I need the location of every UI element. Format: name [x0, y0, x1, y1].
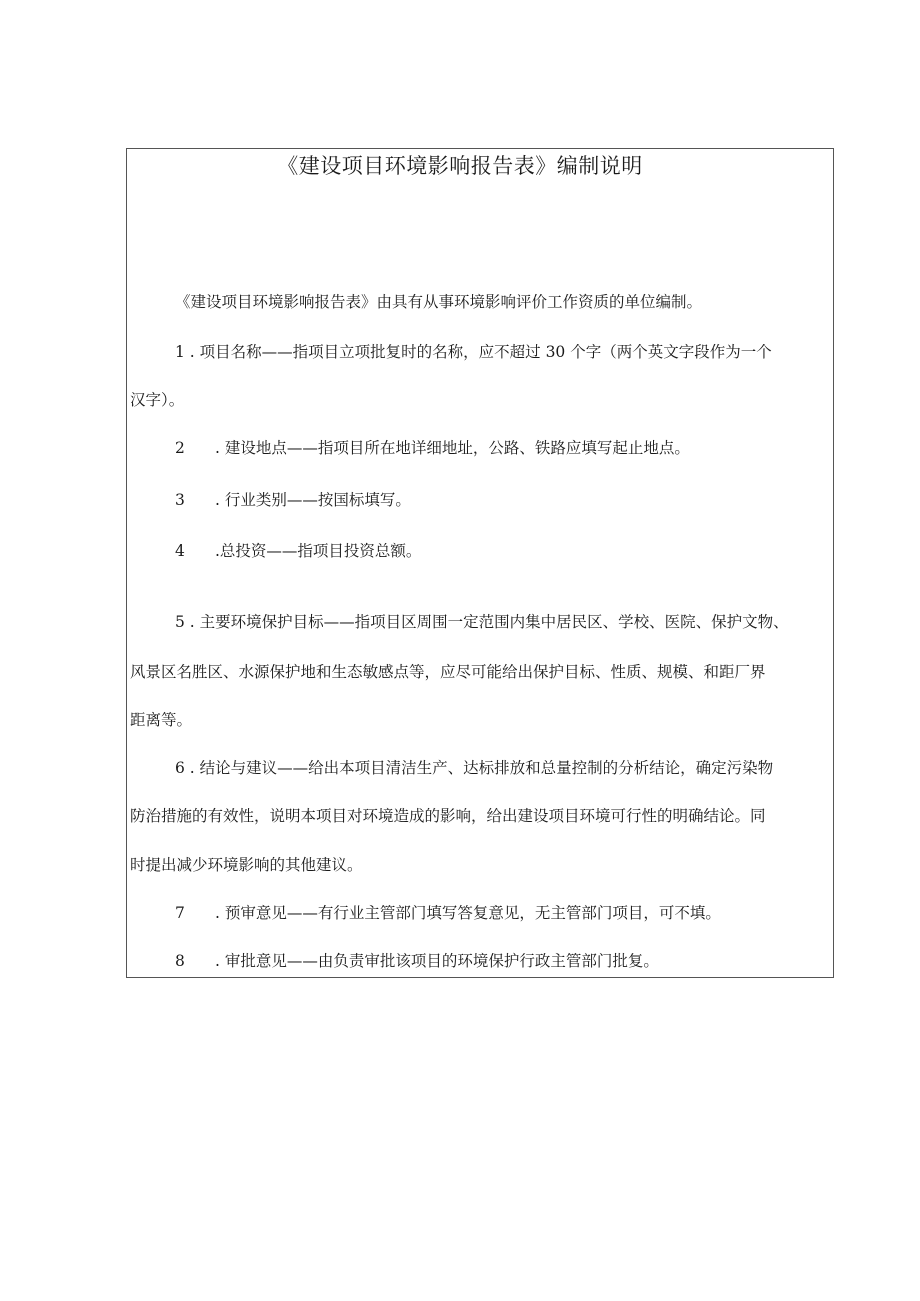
item-1-line-1: 1 . 项目名称——指项目立项批复时的名称，应不超过 30 个字（两个英文字段作为一个 — [175, 343, 772, 361]
item-6-line-3: 时提出减少环境影响的其他建议。 — [130, 856, 363, 874]
document-title: 《建设项目环境影响报告表》编制说明 — [277, 154, 643, 178]
item-7-text: . 预审意见——有行业主管部门填写答复意见，无主管部门项目，可不填。 — [215, 904, 721, 922]
item-3-text: . 行业类别——按国标填写。 — [215, 491, 411, 509]
item-2-number: 2 — [175, 439, 185, 457]
item-8-number: 8 — [175, 952, 185, 970]
intro-text: 《建设项目环境影响报告表》由具有从事环境影响评价工作资质的单位编制。 — [175, 293, 703, 311]
item-6-line-2: 防治措施的有效性，说明本项目对环境造成的影响，给出建设项目环境可行性的明确结论。同 — [130, 807, 766, 825]
item-7-number: 7 — [175, 904, 185, 922]
item-5-line-3: 距离等。 — [130, 711, 193, 729]
document-frame — [126, 148, 834, 978]
item-1-line-2: 汉字）。 — [130, 391, 185, 409]
item-3-number: 3 — [175, 491, 185, 509]
item-5-line-2: 风景区名胜区、水源保护地和生态敏感点等，应尽可能给出保护目标、性质、规模、和距厂界 — [130, 663, 766, 681]
item-8-text: . 审批意见——由负责审批该项目的环境保护行政主管部门批复。 — [215, 952, 659, 970]
item-2-text: . 建设地点——指项目所在地详细地址，公路、铁路应填写起止地点。 — [215, 439, 690, 457]
item-4-text: .总投资——指项目投资总额。 — [215, 542, 422, 560]
item-5-line-1: 5 . 主要环境保护目标——指项目区周围一定范围内集中居民区、学校、医院、保护文物、 — [175, 613, 789, 631]
item-4-number: 4 — [175, 542, 185, 560]
item-6-line-1: 6 . 结论与建议——给出本项目清洁生产、达标排放和总量控制的分析结论，确定污染物 — [175, 759, 774, 777]
